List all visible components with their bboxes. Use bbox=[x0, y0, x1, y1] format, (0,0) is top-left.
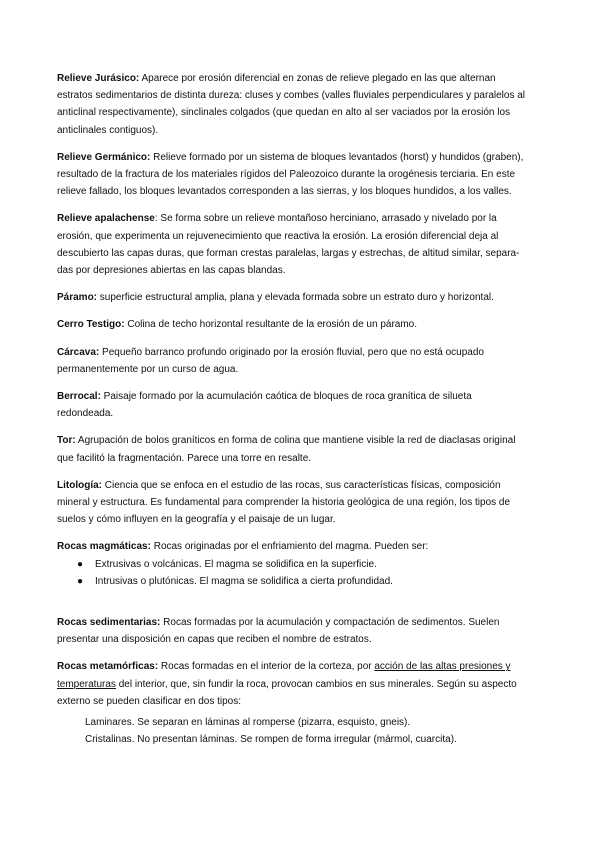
definition-term: Rocas sedimentarias: bbox=[57, 617, 161, 629]
bullet-icon: ● bbox=[77, 575, 84, 587]
definition-text: Paisaje formado por la acumulación caótica de bloques de roca granítica de silueta redondeada. bbox=[57, 391, 472, 420]
definition-paramo bbox=[57, 289, 527, 306]
definition-text: Agrupación de bolos graníticos en forma de colina que mantiene visible la red de diaclasas original que facilitó la fragmentación. Parece una torre en resalte. bbox=[57, 435, 516, 464]
definition-relieve-apalachense bbox=[57, 210, 527, 279]
definition-rocas-magmaticas bbox=[57, 538, 527, 555]
list-item bbox=[77, 573, 527, 590]
definition-litologia bbox=[57, 477, 527, 529]
magmaticas-bullet-list bbox=[57, 556, 527, 590]
definition-text: superficie estructural amplia, plana y elevada formada sobre un estrato duro y horizontal. bbox=[97, 292, 494, 304]
definition-term: Relieve Jurásico: bbox=[57, 73, 140, 84]
definition-tor bbox=[57, 432, 527, 466]
list-item-text: Extrusivas o volcánicas. El magma se solidifica en la superficie. bbox=[95, 558, 377, 570]
definition-relieve-jurasico bbox=[57, 70, 527, 139]
definition-term: Rocas metamórficas: bbox=[57, 661, 159, 673]
document-page bbox=[57, 70, 527, 749]
definition-text: Pequeño barranco profundo originado por la erosión fluvial, pero que no está ocupado permanentemente por un curso de agua. bbox=[57, 346, 484, 375]
definition-term: Berrocal: bbox=[57, 391, 101, 403]
underlined-phrase: acción de las altas presiones y temperaturas bbox=[57, 661, 511, 690]
definition-term: Cerro Testigo: bbox=[57, 319, 125, 331]
definition-term: Páramo: bbox=[57, 292, 98, 304]
metamorficas-types-list bbox=[57, 714, 527, 748]
list-item bbox=[77, 556, 527, 573]
definition-rocas-metamorficas bbox=[57, 658, 527, 710]
definition-term: Relieve Germánico: bbox=[57, 151, 151, 163]
definition-term: Rocas magmáticas: bbox=[57, 541, 151, 553]
definition-text: Rocas formadas por la acumulación y compactación de sedimentos. Suelen presentar una disposición en capas que reciben el nombre de estratos. bbox=[57, 617, 500, 646]
definition-text: Colina de techo horizontal resultante de la erosión de un páramo. bbox=[124, 319, 418, 331]
definition-text: Rocas originadas por el enfriamiento del magma. Pueden ser: bbox=[150, 541, 429, 553]
bullet-icon: ● bbox=[77, 558, 84, 570]
list-item: Cristalinas. No presentan láminas. Se rompen de forma irregular (mármol, cuarcita). bbox=[85, 734, 457, 746]
definition-term: Litología: bbox=[57, 479, 102, 491]
definition-cerro-testigo bbox=[57, 316, 527, 333]
definition-text: Relieve formado por un sistema de bloques levantados (horst) y hundidos (graben), resultado de la fractura de los materiales rígidos del Paleozoico durante la orogénesis terciaria. En este relieve fallado, los bloques levantados corresponden a las sierras, y los bloques hundidos, a los valles. bbox=[57, 151, 524, 198]
blank-line bbox=[57, 590, 527, 614]
list-item-text: Intrusivas o plutónicas. El magma se solidifica a cierta profundidad. bbox=[95, 575, 393, 587]
definition-term: Relieve apalachense bbox=[57, 213, 155, 225]
definition-term: Tor: bbox=[57, 435, 76, 447]
definition-relieve-germanico bbox=[57, 149, 527, 201]
definition-text: Aparece por erosión diferencial en zonas de relieve plegado en las que alternan estratos sedimentarios de distinta dureza: cluses y combes (valles fluviales perpendiculares y paralelos al anticlinal respectivamente), sinclinales colgados (que quedan en alto al ser vaciados por la erosión los anticlinales contiguos). bbox=[57, 73, 526, 136]
definition-text-continued: del interior, que, sin fundir la roca, provocan cambios en sus minerales. Según su aspecto externo se pueden clasificar en dos tipos: bbox=[57, 678, 517, 707]
definition-carcava bbox=[57, 344, 527, 378]
definition-text: Rocas formadas en el interior de la corteza, por bbox=[158, 661, 375, 673]
definition-rocas-sedimentarias bbox=[57, 614, 527, 648]
definition-term: Cárcava: bbox=[57, 346, 100, 358]
list-item: Laminares. Se separan en láminas al romperse (pizarra, esquisto, gneis). bbox=[85, 717, 411, 729]
definition-text: : Se forma sobre un relieve montañoso herciniano, arrasado y nivelado por la erosión, que experimenta un rejuvenecimiento que reactiva la erosión. La erosión diferencial deja al descubierto las capas duras, que forman crestas paralelas, largas y estrechas, de altitud similar, separa- das por depresiones abiertas en las capas blandas. bbox=[57, 213, 520, 277]
definition-text: Ciencia que se enfoca en el estudio de las rocas, sus características físicas, composición mineral y estructura. Es fundamental para comprender la historia geológica de una región, los tipos de suelos y cómo influyen en la geografía y el paisaje de un lugar. bbox=[57, 479, 511, 526]
definition-berrocal bbox=[57, 388, 527, 422]
